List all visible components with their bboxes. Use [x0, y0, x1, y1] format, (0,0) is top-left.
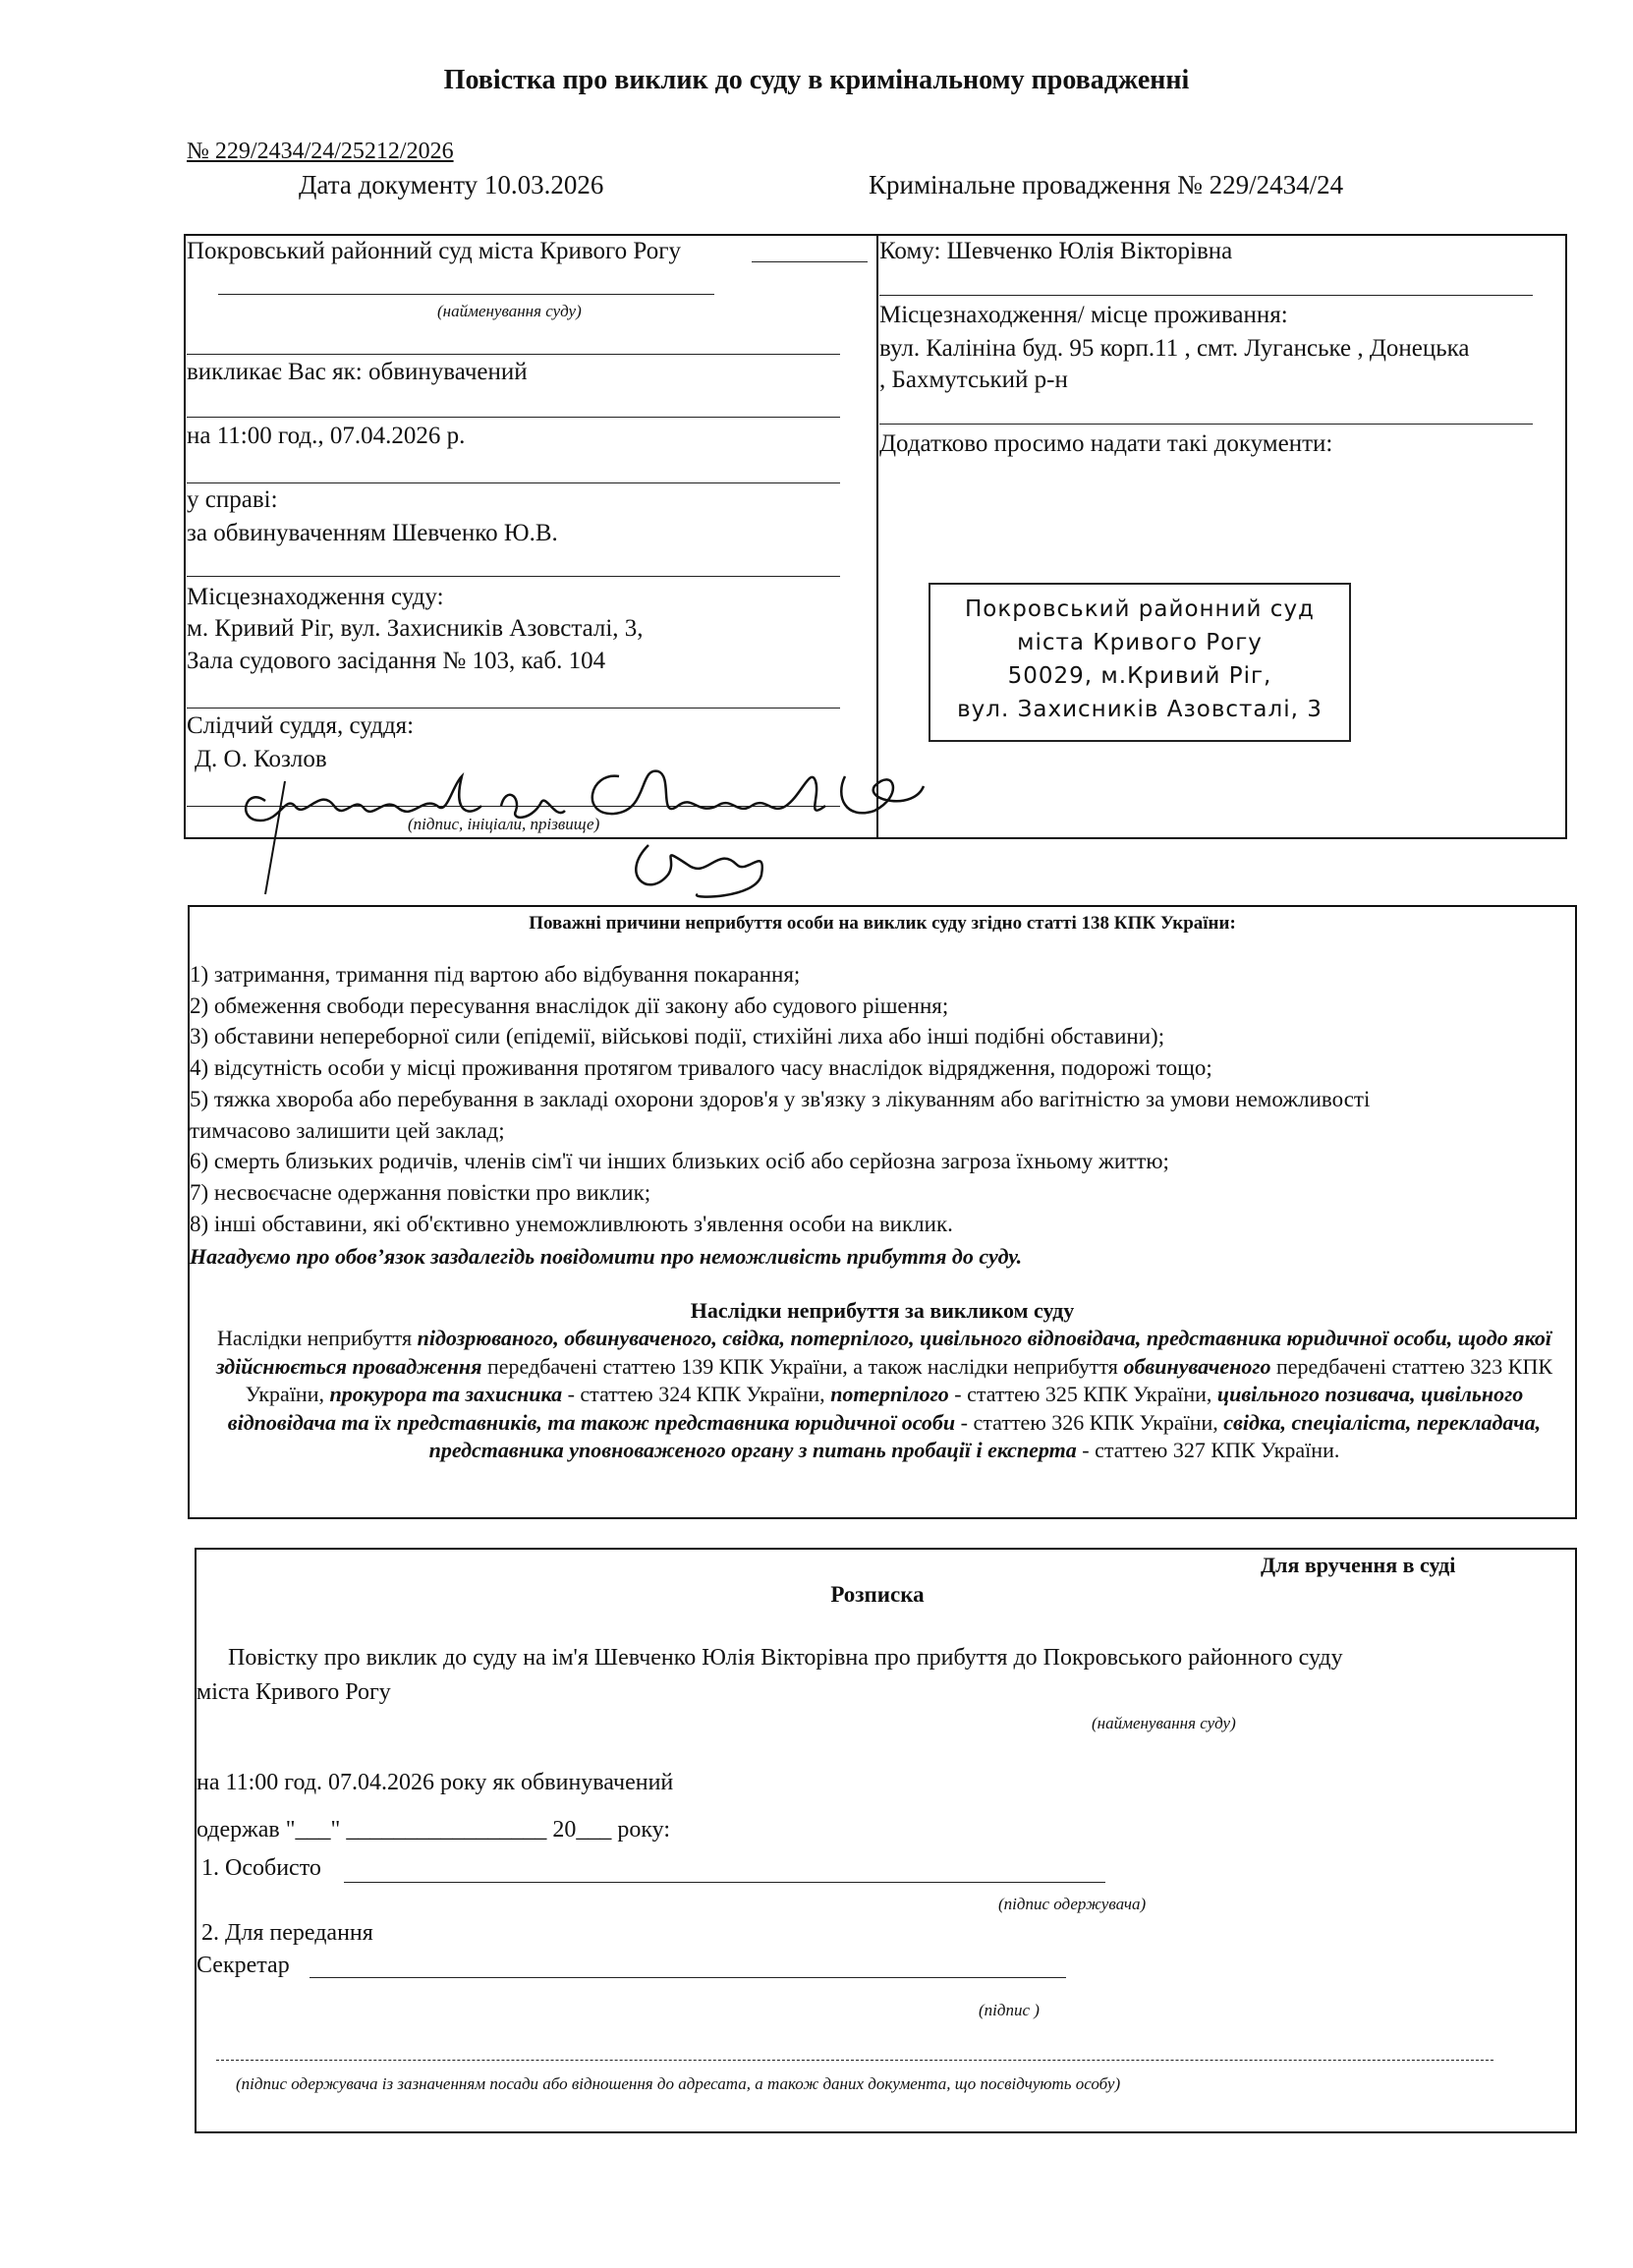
document-date: Дата документу 10.03.2026 — [299, 170, 604, 199]
bottom-signature-caption: (підпис одержувача із зазначенням посади або відношення до адресата, а також даних документа, що посвідчують особу) — [236, 2074, 1121, 2093]
consequences-heading: Наслідки неприбуття за викликом суду — [690, 1298, 1075, 1323]
fill-line — [187, 482, 840, 483]
fill-line — [187, 354, 840, 355]
case-label: у справі: — [187, 486, 278, 513]
consequences-emphasis: цивільного позивача, цивільного відповідача та їх представників, та також представника юридичної особи — [227, 1382, 1524, 1435]
judge-label: Слідчий суддя, суддя: — [187, 712, 415, 739]
document-number: № 229/2434/24/25212/2026 — [187, 139, 454, 164]
consequences-segment: передбачені статтею 139 КПК України, а також наслідки неприбуття — [481, 1353, 1124, 1379]
consequences-emphasis: підозрюваного, обвинуваченого, свідка, потерпілого, цивільного відповідача, представника юридичної особи, щодо якої здійснюється провадження — [215, 1326, 1552, 1379]
reason-item: 1) затримання, тримання під вартою або відбування покарання; — [190, 962, 801, 987]
personally-label: 1. Особисто — [201, 1855, 321, 1881]
judge-name: Д. О. Козлов — [195, 746, 327, 772]
fill-line — [752, 261, 868, 262]
receipt-line1: Повістку про виклик до суду на ім'я Шевченко Юлія Вікторівна про прибуття до Покровського районного суду — [228, 1645, 1343, 1671]
stamp-line: 50029, м.Кривий Ріг, — [1007, 663, 1272, 689]
stamp-line: міста Кривого Рогу — [1017, 630, 1263, 655]
secretary-signature-caption: (підпис ) — [979, 2001, 1040, 2019]
consequences-emphasis: свідка, спеціаліста, перекладача, представника уповноваженого органу з питань пробації і експерта — [428, 1409, 1542, 1463]
documents-label: Додатково просимо надати такі документи: — [879, 430, 1333, 457]
for-court-label: Для вручення в суді — [1261, 1553, 1456, 1577]
hearing-datetime: на 11:00 год., 07.04.2026 р. — [187, 423, 466, 449]
signature-caption: (підпис, ініціали, прізвище) — [408, 815, 600, 833]
residence-label: Місцезнаходження/ місце проживання: — [879, 302, 1288, 328]
consequences-emphasis: обвинуваченого — [1123, 1353, 1271, 1379]
stamp-line: Покровський районний суд — [965, 596, 1315, 622]
fill-line — [187, 708, 840, 709]
signature-line — [216, 2060, 1493, 2061]
consequences-emphasis: прокурора та захисника — [329, 1382, 563, 1407]
residence-line1: вул. Калініна буд. 95 корп.11 , смт. Луганське , Донецька — [879, 335, 1470, 362]
stamp-line: вул. Захисників Азовсталі, 3 — [957, 697, 1323, 722]
fill-line — [218, 294, 714, 295]
residence-line2: , Бахмутський р-н — [879, 367, 1068, 393]
reason-item: тимчасово залишити цей заклад; — [190, 1117, 505, 1143]
case-number: Кримінальне провадження № 229/2434/24 — [869, 170, 1344, 199]
court-location-label: Місцезнаходження суду: — [187, 584, 444, 610]
consequences-segment: - статтею 327 КПК України. — [1076, 1438, 1340, 1463]
consequences-segment: - статтею 325 КПК України, — [948, 1382, 1217, 1407]
case-value: за обвинуваченням Шевченко Ю.В. — [187, 520, 558, 546]
transfer-label: 2. Для передання — [201, 1920, 373, 1946]
consequences-segment: - статтею 324 КПК України, — [562, 1382, 831, 1407]
court-name-caption: (найменування суду) — [437, 302, 582, 320]
recipient-signature-caption: (підпис одержувача) — [998, 1895, 1147, 1913]
court-location-line1: м. Кривий Ріг, вул. Захисників Азовсталі, 3, — [187, 615, 644, 642]
consequences-segment: передбачені статтею 323 КПК України, — [245, 1353, 1553, 1407]
recipient: Кому: Шевченко Юлія Вікторівна — [879, 238, 1233, 264]
reminder: Нагадуємо про обов’язок заздалегідь повідомити про неможливість прибуття до суду. — [190, 1244, 1023, 1269]
reason-item: 6) смерть близьких родичів, членів сім'ї чи інших близьких осіб або серйозна загроза їхньому життю; — [190, 1149, 1169, 1174]
consequences-segment: - статтею 326 КПК України, — [955, 1409, 1224, 1435]
received-date-field: одержав "___" _________________ 20___ року: — [197, 1817, 671, 1843]
signature-line — [310, 1977, 1066, 1978]
receipt-datetime: на 11:00 год. 07.04.2026 року як обвинувачений — [197, 1770, 674, 1795]
handwritten-signature — [226, 727, 933, 904]
summons-as: викликає Вас як: обвинувачений — [187, 359, 528, 385]
reason-item: 7) несвоєчасне одержання повістки про виклик; — [190, 1179, 651, 1205]
reason-item: 8) інші обставини, які об'єктивно унеможливлюють з'явлення особи на виклик. — [190, 1211, 953, 1236]
fill-line — [187, 417, 840, 418]
court-stamp — [929, 583, 1351, 742]
signature-line — [344, 1882, 1105, 1883]
reason-item: 4) відсутність особи у місці проживання протягом тривалого часу внаслідок відрядження, подорожі тощо; — [190, 1055, 1212, 1081]
receipt-court-caption: (найменування суду) — [1092, 1714, 1236, 1732]
consequences-text — [197, 1325, 1572, 1465]
reason-item: 3) обставини непереборної сили (епідемії, військові події, стихійні лиха або інші подібні обставини); — [190, 1024, 1165, 1049]
secretary-label: Секретар — [197, 1953, 290, 1978]
court-name: Покровський районний суд міста Кривого Рогу — [187, 238, 681, 264]
consequences-emphasis: потерпілого — [830, 1382, 949, 1407]
fill-line — [879, 424, 1533, 425]
reason-item: 2) обмеження свободи пересування внаслідок дії закону або судового рішення; — [190, 992, 949, 1018]
fill-line — [187, 576, 840, 577]
reason-item: 5) тяжка хвороба або перебування в закладі охорони здоров'я у зв'язку з лікуванням або вагітністю за умови неможливості — [190, 1086, 1371, 1111]
receipt-title: Розписка — [830, 1582, 925, 1607]
reasons-heading: Поважні причини неприбуття особи на виклик суду згідно статті 138 КПК України: — [529, 913, 1236, 934]
receipt-line2: міста Кривого Рогу — [197, 1679, 391, 1705]
court-location-line2: Зала судового засідання № 103, каб. 104 — [187, 648, 606, 674]
page-title: Повістка про виклик до суду в кримінальному провадженні — [443, 65, 1190, 95]
fill-line — [879, 295, 1533, 296]
consequences-segment: Наслідки неприбуття — [216, 1326, 418, 1350]
